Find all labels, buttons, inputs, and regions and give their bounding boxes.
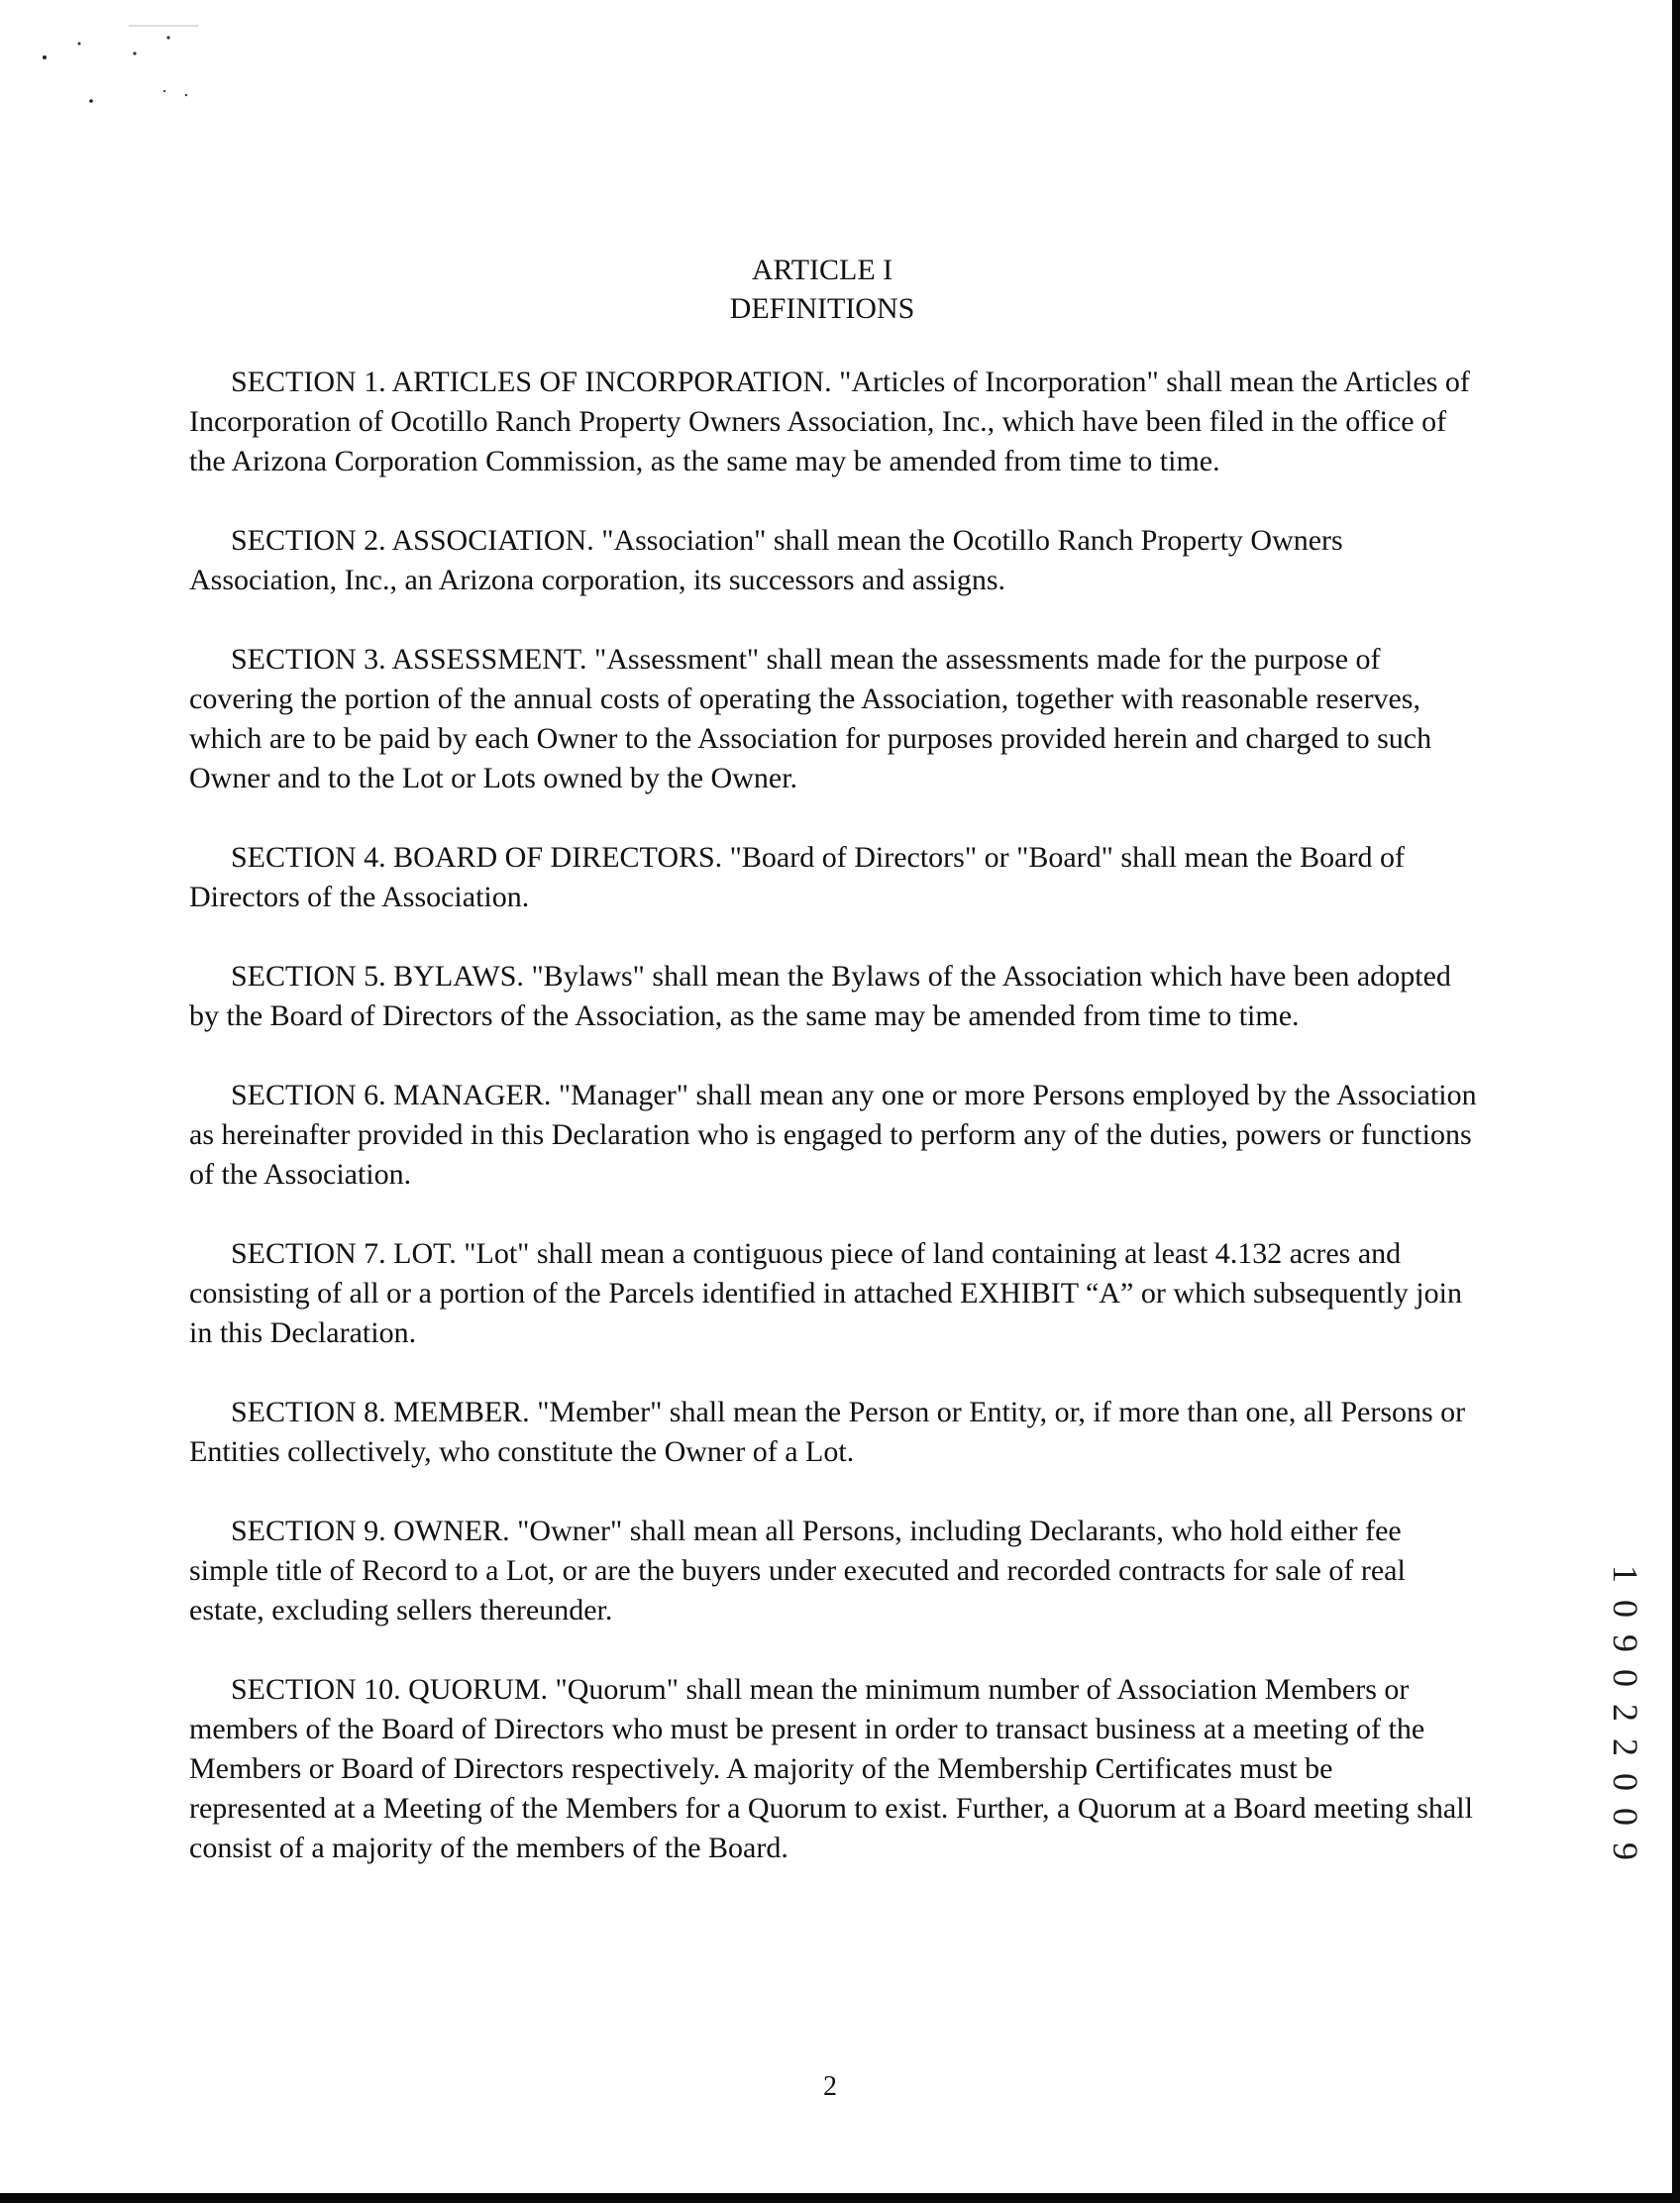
section-7 xyxy=(189,1234,1477,1353)
definitions-body xyxy=(189,363,1477,1908)
article-label: ARTICLE I xyxy=(751,254,893,286)
section-9 xyxy=(189,1512,1477,1630)
section-5 xyxy=(189,957,1477,1036)
scan-specks xyxy=(30,20,198,119)
recording-stamp xyxy=(1606,1565,1660,1961)
section-text: "Lot" shall mean a contiguous piece of land containing at least 4.132 acres and consisting of all or a portion of the Parcels identified in attached EXHIBIT “A” or which subsequently join in this Declaration. xyxy=(189,1237,1462,1349)
section-title: SECTION 2. ASSOCIATION. xyxy=(231,524,594,557)
section-4 xyxy=(189,838,1477,917)
section-text: "Articles of Incorporation" shall mean the Articles of Incorporation of Ocotillo Ranch Property Owners Association, Inc., which have been filed in the office of the Arizona Corporation Commission, as the same may be amended from time to time. xyxy=(189,366,1470,477)
section-title: SECTION 6. MANAGER. xyxy=(231,1079,552,1111)
section-title: SECTION 1. ARTICLES OF INCORPORATION. xyxy=(231,366,832,398)
section-title: SECTION 3. ASSESSMENT. xyxy=(231,643,587,676)
section-text: "Board of Directors" or "Board" shall mean the Board of Directors of the Association. xyxy=(189,841,1405,913)
section-1 xyxy=(189,363,1477,481)
section-text: "Quorum" shall mean the minimum number of Association Members or members of the Board of Directors who must be present in order to transact business at a meeting of the Members or Board of Directors respectively. A majority of the Membership Certificates must be represented at a Meeting of the Members for a Quorum to exist. Further, a Quorum at a Board meeting shall consist of a majority of the members of the Board. xyxy=(189,1673,1473,1864)
section-8 xyxy=(189,1393,1477,1472)
section-text: "Assessment" shall mean the assessments made for the purpose of covering the portion of the annual costs of operating the Association, together with reasonable reserves, which are to be paid by each Owner to the Association for purposes provided herein and charged to such Owner and to the Lot or Lots owned by the Owner. xyxy=(189,643,1432,794)
section-6 xyxy=(189,1076,1477,1195)
recording-number: 1 0 9 0 2 2 0 0 9 xyxy=(1606,1565,1645,1864)
section-title: SECTION 7. LOT. xyxy=(231,1237,457,1270)
section-2 xyxy=(189,521,1477,600)
section-10 xyxy=(189,1670,1477,1868)
section-text: "Manager" shall mean any one or more Persons employed by the Association as hereinafter provided in this Declaration who is engaged to perform any of the duties, powers or functions of the Association. xyxy=(189,1079,1477,1191)
section-text: "Association" shall mean the Ocotillo Ranch Property Owners Association, Inc., an Arizona corporation, its successors and assigns. xyxy=(189,524,1343,596)
section-text: "Bylaws" shall mean the Bylaws of the Association which have been adopted by the Board of Directors of the Association, as the same may be amended from time to time. xyxy=(189,960,1451,1032)
section-text: "Member" shall mean the Person or Entity, or, if more than one, all Persons or Entities collectively, who constitute the Owner of a Lot. xyxy=(189,1396,1466,1468)
article-title: DEFINITIONS xyxy=(729,292,915,325)
page-number: 2 xyxy=(823,2071,837,2102)
section-title: SECTION 10. QUORUM. xyxy=(231,1673,549,1706)
section-title: SECTION 4. BOARD OF DIRECTORS. xyxy=(231,841,723,874)
section-title: SECTION 9. OWNER. xyxy=(231,1515,510,1547)
section-text: "Owner" shall mean all Persons, including Declarants, who hold either fee simple title of Record to a Lot, or are the buyers under executed and recorded contracts for sale of real estate, excluding sellers thereunder. xyxy=(189,1515,1406,1626)
section-3 xyxy=(189,640,1477,798)
section-title: SECTION 5. BYLAWS. xyxy=(231,960,524,993)
section-title: SECTION 8. MEMBER. xyxy=(231,1396,530,1428)
